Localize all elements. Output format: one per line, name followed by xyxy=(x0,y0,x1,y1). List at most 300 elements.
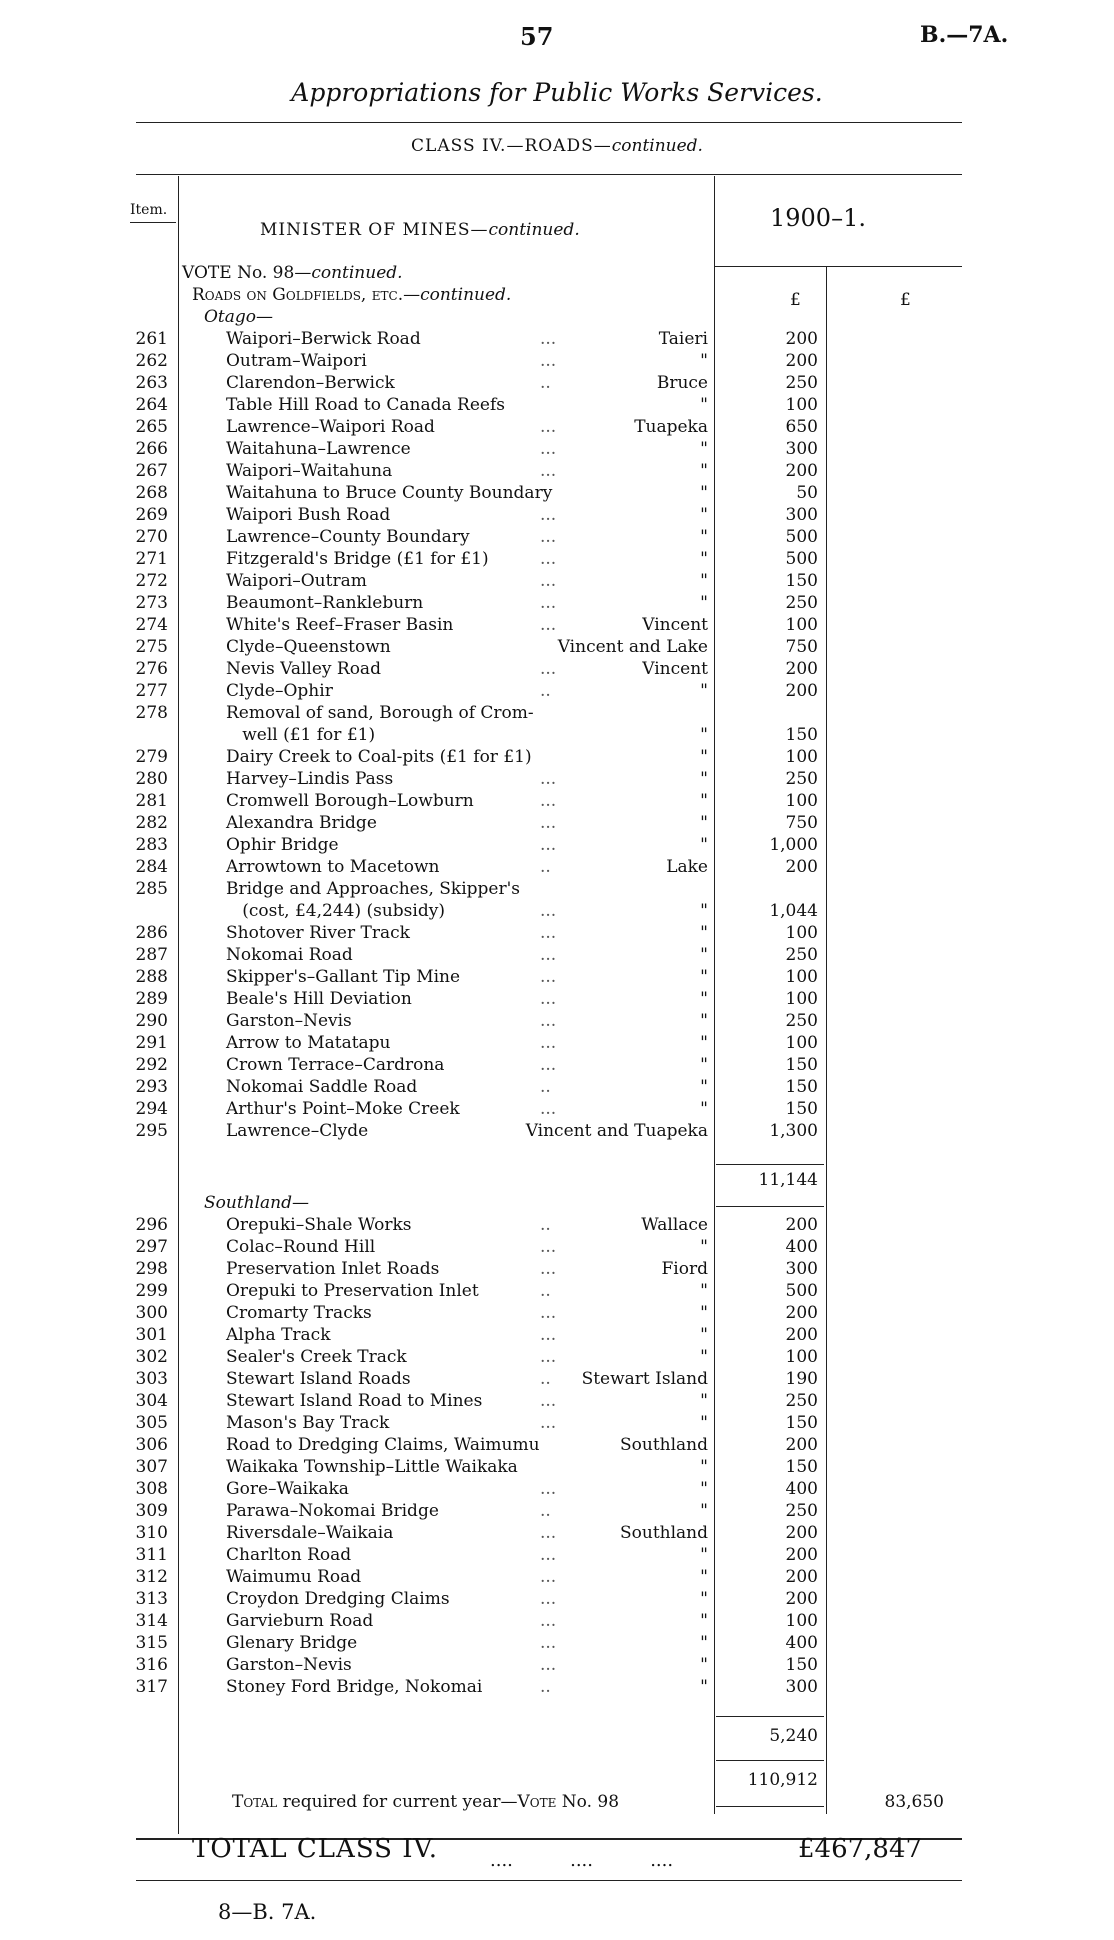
amount: 500 xyxy=(785,527,818,547)
amount: 250 xyxy=(785,373,818,393)
minister-heading: MINISTER OF MINES—continued. xyxy=(260,220,580,240)
work-name: Removal of sand, Borough of Crom- xyxy=(226,703,534,723)
table-row xyxy=(0,1588,1114,1610)
table-row xyxy=(0,944,1114,966)
leader-dots: .. xyxy=(540,681,551,701)
district: " xyxy=(700,1611,708,1631)
district: " xyxy=(700,1567,708,1587)
district: " xyxy=(700,1677,708,1697)
table-row xyxy=(0,570,1114,592)
vote-total-label: Total required for current year—Vote No. 98 xyxy=(232,1792,620,1812)
vote-sum: 110,912 xyxy=(747,1770,818,1790)
item-number: 286 xyxy=(135,923,168,943)
work-name: Crown Terrace–Cardrona xyxy=(226,1055,445,1075)
footer-reference: 8—B. 7A. xyxy=(218,1900,317,1924)
work-name: Harvey–Lindis Pass xyxy=(226,769,394,789)
item-number: 301 xyxy=(135,1325,168,1345)
leader-dots: ... xyxy=(540,1325,557,1345)
leader-dots: ... xyxy=(540,1413,557,1433)
district: Southland xyxy=(619,1523,708,1543)
class-total-label: TOTAL CLASS IV. xyxy=(192,1834,439,1864)
class-total-bottom-rule xyxy=(136,1880,962,1881)
leader-dots: ... xyxy=(540,351,557,371)
district: " xyxy=(700,505,708,525)
item-number: 274 xyxy=(135,615,168,635)
table-row xyxy=(0,1346,1114,1368)
table-row xyxy=(0,1434,1114,1456)
district: " xyxy=(700,1655,708,1675)
otago-subtotal: 11,144 xyxy=(758,1170,818,1190)
district: " xyxy=(700,1545,708,1565)
item-number: 264 xyxy=(135,395,168,415)
work-name: Beaumont–Rankleburn xyxy=(226,593,424,613)
district: " xyxy=(700,1501,708,1521)
leader-dots: ... xyxy=(540,1055,557,1075)
item-number: 317 xyxy=(135,1677,168,1697)
work-name: Croydon Dredging Claims xyxy=(226,1589,450,1609)
leader-dots: ... xyxy=(540,461,557,481)
amount: 200 xyxy=(785,329,818,349)
leader-dots: ... xyxy=(540,1545,557,1565)
district: " xyxy=(700,989,708,1009)
work-name: Bridge and Approaches, Skipper's xyxy=(226,879,520,899)
item-number: 289 xyxy=(135,989,168,1009)
leader-dots: ... xyxy=(540,571,557,591)
item-number: 312 xyxy=(135,1567,168,1587)
item-number: 315 xyxy=(135,1633,168,1653)
item-number: 285 xyxy=(135,879,168,899)
table-row xyxy=(0,702,1114,724)
leader-dots: .. xyxy=(540,1369,551,1389)
table-row xyxy=(0,592,1114,614)
amount: 200 xyxy=(785,681,818,701)
work-name: Garston–Nevis xyxy=(226,1655,352,1675)
district: Vincent and Tuapeka xyxy=(525,1121,708,1141)
table-row xyxy=(0,1456,1114,1478)
district: Bruce xyxy=(656,373,708,393)
work-name: White's Reef–Fraser Basin xyxy=(226,615,454,635)
work-name: Riversdale–Waikaia xyxy=(226,1523,394,1543)
item-number: 277 xyxy=(135,681,168,701)
work-name: Waipori–Berwick Road xyxy=(226,329,421,349)
item-number: 275 xyxy=(135,637,168,657)
amount: 400 xyxy=(785,1237,818,1257)
district: Tuapeka xyxy=(634,417,708,437)
table-row xyxy=(0,1390,1114,1412)
work-name: Stewart Island Road to Mines xyxy=(226,1391,483,1411)
district: " xyxy=(700,813,708,833)
amount: 250 xyxy=(785,769,818,789)
district: " xyxy=(700,1589,708,1609)
subhead-heading: Roads on Goldfields, etc.—continued. xyxy=(192,285,512,305)
table-row xyxy=(0,1544,1114,1566)
table-row xyxy=(0,1054,1114,1076)
work-name: Gore–Waikaka xyxy=(226,1479,349,1499)
district: " xyxy=(700,1011,708,1031)
district: Fiord xyxy=(661,1259,708,1279)
district: " xyxy=(700,439,708,459)
leader-dots: ... xyxy=(540,945,557,965)
item-number: 306 xyxy=(135,1435,168,1455)
leader-dots: ... xyxy=(540,1479,557,1499)
table-row xyxy=(0,1368,1114,1390)
work-name: Shotover River Track xyxy=(226,923,410,943)
table-row xyxy=(0,1076,1114,1098)
page-title: Appropriations for Public Works Services. xyxy=(291,78,823,107)
work-name: Lawrence–Waipori Road xyxy=(226,417,435,437)
work-name: Stewart Island Roads xyxy=(226,1369,411,1389)
work-name: Glenary Bridge xyxy=(226,1633,358,1653)
work-name: Clyde–Ophir xyxy=(226,681,333,701)
leader-dots: .. xyxy=(540,1077,551,1097)
work-name: Cromwell Borough–Lowburn xyxy=(226,791,474,811)
district: " xyxy=(700,593,708,613)
southland-subtotal-bottom-rule xyxy=(716,1760,824,1761)
district: " xyxy=(700,1077,708,1097)
district: " xyxy=(700,835,708,855)
table-row xyxy=(0,834,1114,856)
amount: 200 xyxy=(785,1545,818,1565)
amount: 150 xyxy=(785,1413,818,1433)
amount: 150 xyxy=(785,1099,818,1119)
leader-dots: .. xyxy=(540,1281,551,1301)
item-number: 284 xyxy=(135,857,168,877)
district: " xyxy=(700,1413,708,1433)
table-row xyxy=(0,1258,1114,1280)
item-number: 311 xyxy=(135,1545,168,1565)
district: Wallace xyxy=(641,1215,708,1235)
table-row xyxy=(0,1010,1114,1032)
work-name: Dairy Creek to Coal-pits (£1 for £1) xyxy=(226,747,532,767)
amount: 250 xyxy=(785,593,818,613)
district: " xyxy=(700,351,708,371)
item-number: 309 xyxy=(135,1501,168,1521)
work-name: Table Hill Road to Canada Reefs xyxy=(226,395,505,415)
table-row xyxy=(0,1566,1114,1588)
item-number: 302 xyxy=(135,1347,168,1367)
work-name: Alexandra Bridge xyxy=(226,813,377,833)
work-name: Lawrence–Clyde xyxy=(226,1121,369,1141)
leader-dots: ... xyxy=(540,549,557,569)
amount: 100 xyxy=(785,747,818,767)
amount: 200 xyxy=(785,659,818,679)
item-number: 297 xyxy=(135,1237,168,1257)
leader-dots: ... xyxy=(540,1011,557,1031)
leader-dots: .. xyxy=(540,373,551,393)
item-number: 261 xyxy=(135,329,168,349)
item-number: 268 xyxy=(135,483,168,503)
leader-dots: .. xyxy=(540,857,551,877)
work-name: Waipori Bush Road xyxy=(226,505,391,525)
class-total-amount: £467,847 xyxy=(798,1834,923,1864)
table-row xyxy=(0,680,1114,702)
district: " xyxy=(700,571,708,591)
district: " xyxy=(700,395,708,415)
item-number: 283 xyxy=(135,835,168,855)
work-name: Clyde–Queenstown xyxy=(226,637,391,657)
item-number: 308 xyxy=(135,1479,168,1499)
item-number: 282 xyxy=(135,813,168,833)
district: Stewart Island xyxy=(581,1369,708,1389)
table-row xyxy=(0,988,1114,1010)
work-name: Parawa–Nokomai Bridge xyxy=(226,1501,439,1521)
table-row xyxy=(0,1610,1114,1632)
table-top-rule xyxy=(136,174,962,175)
leader-dots: ... xyxy=(540,1589,557,1609)
work-name: Clarendon–Berwick xyxy=(226,373,395,393)
district: " xyxy=(700,1457,708,1477)
item-number: 316 xyxy=(135,1655,168,1675)
district: " xyxy=(700,549,708,569)
district: " xyxy=(700,1033,708,1053)
amount: 150 xyxy=(785,1457,818,1477)
amount: 200 xyxy=(785,351,818,371)
table-row xyxy=(0,460,1114,482)
item-number: 278 xyxy=(135,703,168,723)
amount: 300 xyxy=(785,1259,818,1279)
table-row xyxy=(0,1654,1114,1676)
table-row xyxy=(0,1236,1114,1258)
work-name: Waitahuna to Bruce County Boundary xyxy=(226,483,553,503)
southland-subtotal: 5,240 xyxy=(769,1726,818,1746)
item-number: 267 xyxy=(135,461,168,481)
table-row xyxy=(0,1098,1114,1120)
amount: 200 xyxy=(785,1589,818,1609)
item-number: 279 xyxy=(135,747,168,767)
district: Vincent xyxy=(642,615,708,635)
amount: 200 xyxy=(785,1303,818,1323)
table-row xyxy=(0,790,1114,812)
district: " xyxy=(700,769,708,789)
item-number: 295 xyxy=(135,1121,168,1141)
district: " xyxy=(700,1479,708,1499)
amount: 200 xyxy=(785,1215,818,1235)
work-name: well (£1 for £1) xyxy=(226,725,376,745)
amount: 250 xyxy=(785,1391,818,1411)
work-name: Outram–Waipori xyxy=(226,351,367,371)
amount: 250 xyxy=(785,1501,818,1521)
leader-dots: ... xyxy=(540,791,557,811)
item-number: 270 xyxy=(135,527,168,547)
leader-dots: ... xyxy=(540,1237,557,1257)
district: Taieri xyxy=(658,329,708,349)
leader-dots: ... xyxy=(540,1567,557,1587)
southland-heading: Southland— xyxy=(204,1193,310,1213)
amount: 100 xyxy=(785,1347,818,1367)
amount: 300 xyxy=(785,505,818,525)
leader-dots: ... xyxy=(540,1655,557,1675)
vote-heading: VOTE No. 98—continued. xyxy=(182,263,403,283)
amount: 100 xyxy=(785,1611,818,1631)
vote-total-amount: 83,650 xyxy=(884,1792,944,1812)
work-name: Sealer's Creek Track xyxy=(226,1347,407,1367)
table-row xyxy=(0,746,1114,768)
amount: 100 xyxy=(785,395,818,415)
table-row xyxy=(0,526,1114,548)
otago-heading: Otago— xyxy=(204,307,274,327)
leader-dots: .. xyxy=(540,1215,551,1235)
work-name: Nevis Valley Road xyxy=(226,659,381,679)
work-name: Colac–Round Hill xyxy=(226,1237,376,1257)
table-row xyxy=(0,1120,1114,1142)
amount: 650 xyxy=(785,417,818,437)
table-row xyxy=(0,922,1114,944)
work-name: Waikaka Township–Little Waikaka xyxy=(226,1457,518,1477)
table-row xyxy=(0,394,1114,416)
district: " xyxy=(700,681,708,701)
item-number: 299 xyxy=(135,1281,168,1301)
amount: 200 xyxy=(785,461,818,481)
amount: 1,044 xyxy=(769,901,818,921)
leader-dots: ... xyxy=(540,1611,557,1631)
table-row xyxy=(0,1214,1114,1236)
amount: 750 xyxy=(785,813,818,833)
table-row xyxy=(0,1412,1114,1434)
table-row xyxy=(0,350,1114,372)
amount: 100 xyxy=(785,989,818,1009)
item-number: 262 xyxy=(135,351,168,371)
amount: 200 xyxy=(785,1567,818,1587)
vote-sum-rule xyxy=(716,1806,824,1807)
item-number: 280 xyxy=(135,769,168,789)
district: Lake xyxy=(666,857,708,877)
work-name: Ophir Bridge xyxy=(226,835,339,855)
amount: 200 xyxy=(785,857,818,877)
district: " xyxy=(700,1303,708,1323)
leader-dots: ... xyxy=(540,1259,557,1279)
item-number: 300 xyxy=(135,1303,168,1323)
district: " xyxy=(700,461,708,481)
work-name: Garvieburn Road xyxy=(226,1611,374,1631)
item-number: 287 xyxy=(135,945,168,965)
item-number: 269 xyxy=(135,505,168,525)
amount: 300 xyxy=(785,439,818,459)
amount: 200 xyxy=(785,1325,818,1345)
district: Vincent and Lake xyxy=(557,637,708,657)
item-number: 281 xyxy=(135,791,168,811)
table-row xyxy=(0,658,1114,680)
work-name: Cromarty Tracks xyxy=(226,1303,372,1323)
leader-dots: ... xyxy=(540,967,557,987)
district: " xyxy=(700,923,708,943)
leader-dots: ... xyxy=(540,769,557,789)
table-row xyxy=(0,1522,1114,1544)
item-number: 276 xyxy=(135,659,168,679)
table-row xyxy=(0,328,1114,350)
leader-dots: ... xyxy=(540,329,557,349)
table-row xyxy=(0,1478,1114,1500)
pound-unit-col1: £ xyxy=(790,290,801,310)
table-row xyxy=(0,900,1114,922)
amount: 300 xyxy=(785,1677,818,1697)
leader-dots: ... xyxy=(540,1633,557,1653)
item-number: 307 xyxy=(135,1457,168,1477)
district: " xyxy=(700,945,708,965)
title-rule xyxy=(136,122,962,123)
table-row xyxy=(0,1302,1114,1324)
item-number: 305 xyxy=(135,1413,168,1433)
amount: 250 xyxy=(785,1011,818,1031)
work-name: Mason's Bay Track xyxy=(226,1413,390,1433)
amount: 750 xyxy=(785,637,818,657)
amount: 200 xyxy=(785,1435,818,1455)
district: Vincent xyxy=(642,659,708,679)
table-row xyxy=(0,372,1114,394)
item-number: 273 xyxy=(135,593,168,613)
amount: 1,000 xyxy=(769,835,818,855)
work-name: Waitahuna–Lawrence xyxy=(226,439,411,459)
table-row xyxy=(0,416,1114,438)
work-name: Preservation Inlet Roads xyxy=(226,1259,440,1279)
southland-subtotal-rule xyxy=(716,1716,824,1717)
leader-dots: ... xyxy=(540,989,557,1009)
district: Southland xyxy=(619,1435,708,1455)
amount: 150 xyxy=(785,725,818,745)
item-number: 265 xyxy=(135,417,168,437)
district: " xyxy=(700,1055,708,1075)
district: " xyxy=(700,791,708,811)
item-number: 272 xyxy=(135,571,168,591)
amount: 190 xyxy=(785,1369,818,1389)
work-name: Nokomai Road xyxy=(226,945,353,965)
leader-dots: ... xyxy=(540,901,557,921)
leader-dots: ... xyxy=(540,439,557,459)
amount: 150 xyxy=(785,1077,818,1097)
table-row xyxy=(0,1324,1114,1346)
table-row xyxy=(0,1280,1114,1302)
amount: 500 xyxy=(785,549,818,569)
district: " xyxy=(700,527,708,547)
table-row xyxy=(0,636,1114,658)
district: " xyxy=(700,1325,708,1345)
item-number: 293 xyxy=(135,1077,168,1097)
work-name: Lawrence–County Boundary xyxy=(226,527,470,547)
leader-dots: ... xyxy=(540,527,557,547)
table-row xyxy=(0,768,1114,790)
pound-unit-col2: £ xyxy=(900,290,911,310)
amount: 100 xyxy=(785,967,818,987)
work-name: Orepuki to Preservation Inlet xyxy=(226,1281,479,1301)
leader-dots: ... xyxy=(540,835,557,855)
page-number: 57 xyxy=(520,22,554,51)
district: " xyxy=(700,725,708,745)
table-row xyxy=(0,966,1114,988)
work-name: Beale's Hill Deviation xyxy=(226,989,412,1009)
leader-dots: ... xyxy=(540,1303,557,1323)
amount: 400 xyxy=(785,1633,818,1653)
amount: 150 xyxy=(785,1055,818,1075)
table-row xyxy=(0,1032,1114,1054)
work-name: Road to Dredging Claims, Waimumu xyxy=(226,1435,540,1455)
amount: 150 xyxy=(785,1655,818,1675)
table-row xyxy=(0,548,1114,570)
work-name: Alpha Track xyxy=(226,1325,331,1345)
leader-dots: ... xyxy=(540,1523,557,1543)
district: " xyxy=(700,1347,708,1367)
item-number: 263 xyxy=(135,373,168,393)
amount: 1,300 xyxy=(769,1121,818,1141)
table-row xyxy=(0,482,1114,504)
table-row xyxy=(0,1676,1114,1698)
district: " xyxy=(700,901,708,921)
amount: 100 xyxy=(785,791,818,811)
work-name: Orepuki–Shale Works xyxy=(226,1215,412,1235)
amount: 50 xyxy=(796,483,818,503)
amount: 150 xyxy=(785,571,818,591)
table-row xyxy=(0,878,1114,900)
item-number: 271 xyxy=(135,549,168,569)
district: " xyxy=(700,1281,708,1301)
